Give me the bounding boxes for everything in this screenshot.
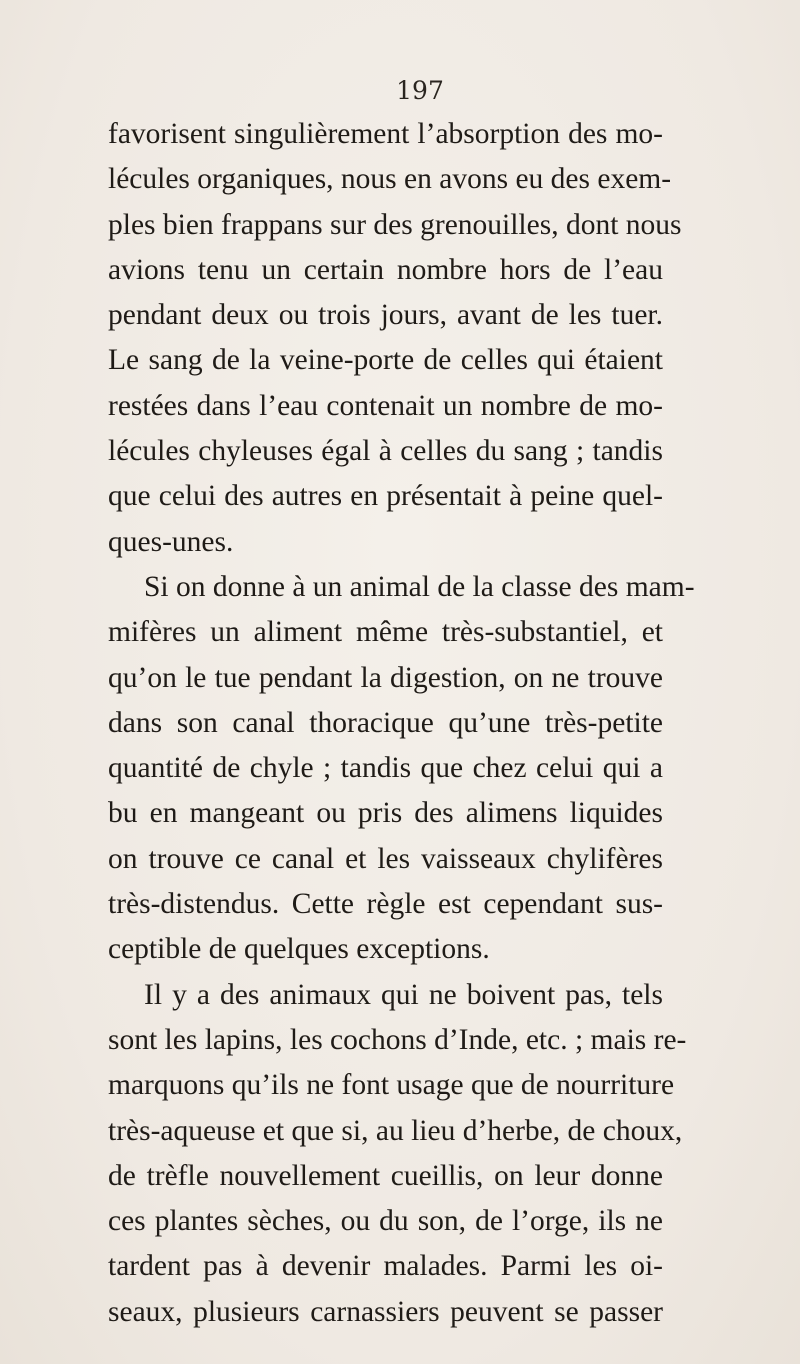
text-line: ples bien frappans sur des grenouilles, dont nous bbox=[108, 208, 682, 241]
text-line: qu’on le tue pendant la digestion, on ne trouve bbox=[108, 661, 663, 694]
text-line: avions tenu un certain nombre hors de l’eau bbox=[108, 253, 663, 286]
text-line: tardent pas à devenir malades. Parmi les oi- bbox=[108, 1250, 663, 1283]
text-line: seaux, plusieurs carnassiers peuvent se passer bbox=[108, 1295, 663, 1328]
text-line: mifères un aliment même très-substantiel, et bbox=[108, 616, 663, 649]
text-line: sont les lapins, les cochons d’Inde, etc. ; mais re- bbox=[108, 1023, 687, 1056]
paragraph-1 bbox=[108, 112, 682, 565]
text-line: dans son canal thoracique qu’une très-petite bbox=[108, 706, 663, 739]
text-line: ceptible de quelques exceptions. bbox=[108, 933, 490, 966]
text-line: que celui des autres en présentait à peine quel- bbox=[108, 480, 663, 513]
text-line: très-aqueuse et que si, au lieu d’herbe, de choux, bbox=[108, 1114, 683, 1147]
text-line: on trouve ce canal et les vaisseaux chylifères bbox=[108, 842, 663, 875]
text-line: marquons qu’ils ne font usage que de nourriture bbox=[108, 1069, 675, 1102]
body-text bbox=[108, 112, 695, 1335]
text-line: ces plantes sèches, ou du son, de l’orge, ils ne bbox=[108, 1205, 663, 1238]
text-line: restées dans l’eau contenait un nombre de mo- bbox=[108, 389, 663, 422]
text-line: quantité de chyle ; tandis que chez celui qui a bbox=[108, 752, 663, 785]
text-line: Il y a des animaux qui ne boivent pas, tels bbox=[144, 978, 663, 1011]
text-line: Si on donne à un animal de la classe des mam- bbox=[144, 570, 695, 603]
paragraph-3 bbox=[108, 973, 687, 1335]
text-line: lécules organiques, nous en avons eu des exem- bbox=[108, 163, 672, 196]
text-line: Le sang de la veine-porte de celles qui étaient bbox=[108, 344, 663, 377]
text-line: bu en mangeant ou pris des alimens liquides bbox=[108, 797, 663, 830]
text-line: très-distendus. Cette règle est cependant sus- bbox=[108, 888, 663, 921]
text-line: favorisent singulièrement l’absorption des mo- bbox=[108, 118, 663, 150]
page-number: 197 bbox=[396, 76, 444, 105]
text-line: pendant deux ou trois jours, avant de les tuer. bbox=[108, 299, 663, 332]
paragraph-2 bbox=[108, 565, 695, 973]
text-line: ques-unes. bbox=[108, 525, 234, 558]
text-line: de trèfle nouvellement cueillis, on leur donne bbox=[108, 1159, 663, 1192]
text-line: lécules chyleuses égal à celles du sang ; tandis bbox=[108, 435, 663, 468]
